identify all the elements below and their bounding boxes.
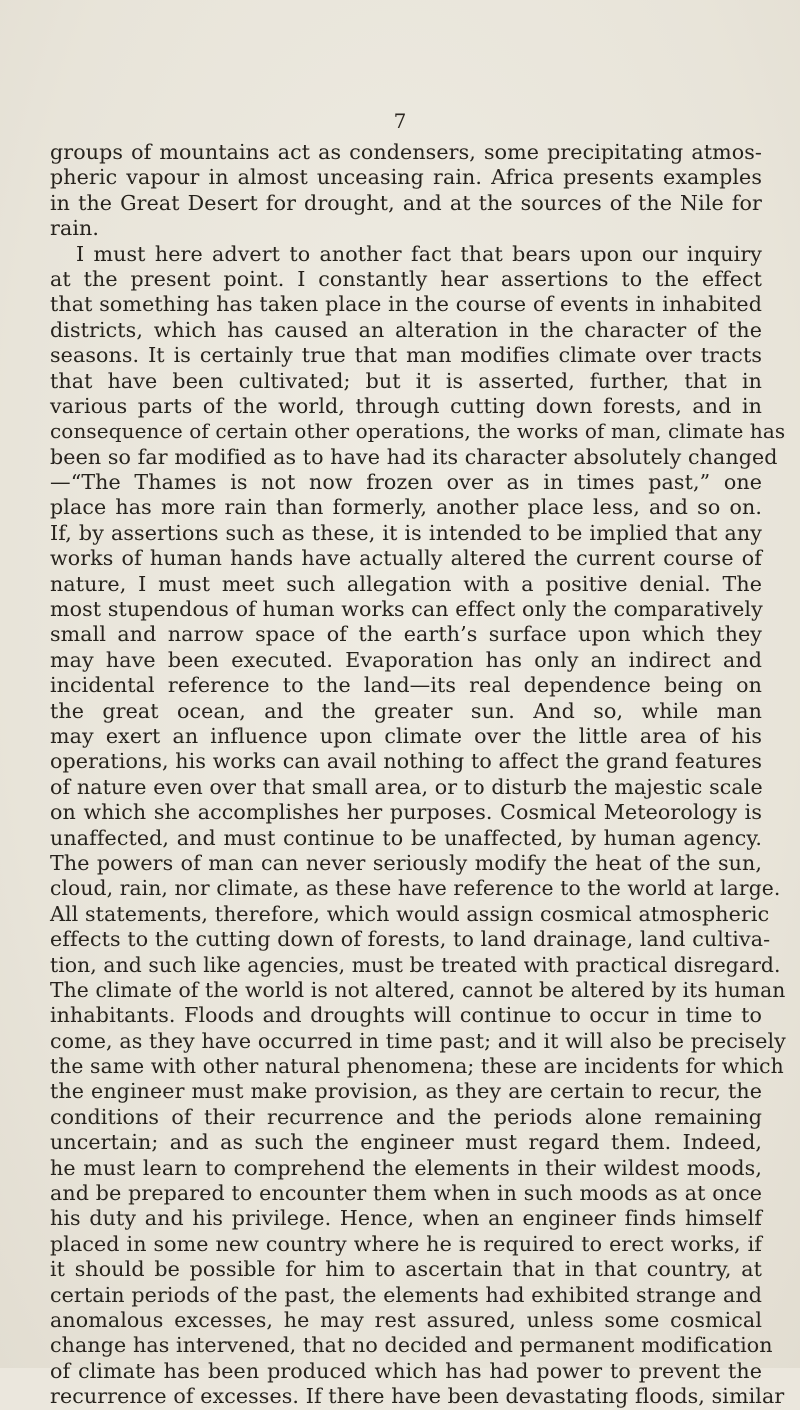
text-line: he must learn to comprehend the elements in their wildest moods, (50, 1155, 762, 1180)
text-line: the engineer must make provision, as they are certain to recur, the (50, 1079, 762, 1104)
text-line: unaffected, and must continue to be unaffected, by human agency. (50, 825, 762, 850)
text-line: of climate has been produced which has had power to prevent the (50, 1358, 762, 1383)
text-line: effects to the cutting down of forests, to land drainage, land cultiva- (50, 927, 771, 952)
text-line: rain. (50, 216, 100, 241)
text-line: incidental reference to the land—its real dependence being on (50, 673, 762, 698)
page-number: 7 (393, 109, 407, 133)
text-line: various parts of the world, through cutting down forests, and in (50, 393, 762, 418)
text-line: that something has taken place in the course of events in inhabited (50, 292, 762, 317)
text-line: the great ocean, and the greater sun. And so, while man (50, 698, 762, 723)
text-line: in the Great Desert for drought, and at the sources of the Nile for (50, 190, 762, 215)
text-line: his duty and his privilege. Hence, when an engineer finds himself (50, 1206, 762, 1231)
text-line: most stupendous of human works can effect only the comparatively (50, 597, 763, 622)
text-line: I must here advert to another fact that bears upon our inquiry (76, 241, 762, 266)
text-line: placed in some new country where he is required to erect works, if (50, 1231, 762, 1256)
text-line: nature, I must meet such allegation with a positive denial. The (50, 571, 762, 596)
text-line: —“The Thames is not now frozen over as in times past,” one (50, 470, 762, 495)
text-line: certain periods of the past, the elements had exhibited strange and (50, 1282, 762, 1307)
text-line: consequence of certain other operations, the works of man, climate has (50, 419, 786, 444)
text-line: pheric vapour in almost unceasing rain. Africa presents examples (50, 165, 762, 190)
text-line: may exert an influence upon climate over the little area of his (50, 723, 762, 748)
text-line: may have been executed. Evaporation has only an indirect and (50, 647, 762, 672)
text-line: operations, his works can avail nothing to affect the grand features (50, 749, 762, 774)
text-line: on which she accomplishes her purposes. Cosmical Meteorology is (50, 800, 762, 825)
text-line: been so far modified as to have had its character absolutely changed (50, 444, 778, 469)
text-line: groups of mountains act as condensers, some precipitating atmos- (50, 140, 762, 164)
text-line: inhabitants. Floods and droughts will continue to occur in time to (50, 1003, 762, 1028)
text-line: the same with other natural phenomena; these are incidents for which (50, 1054, 784, 1079)
text-line: cloud, rain, nor climate, as these have reference to the world at large. (50, 876, 781, 901)
text-line: and be prepared to encounter them when in such moods as at once (50, 1181, 762, 1206)
text-line: uncertain; and as such the engineer must regard them. Indeed, (50, 1130, 762, 1155)
text-line: recurrence of excesses. If there have been devastating floods, similar (50, 1384, 785, 1409)
text-line: works of human hands have actually altered the current course of (50, 546, 762, 571)
text-line: tion, and such like agencies, must be treated with practical disregard. (50, 952, 781, 977)
text-line: change has intervened, that no decided and permanent modification (50, 1333, 773, 1358)
text-line: The powers of man can never seriously modify the heat of the sun, (50, 850, 762, 875)
text-line: place has more rain than formerly, another place less, and so on. (50, 495, 762, 520)
text-line: conditions of their recurrence and the periods alone remaining (50, 1104, 762, 1129)
text-line: districts, which has caused an alteration in the character of the (50, 317, 762, 342)
text-line: of nature even over that small area, or to disturb the majestic scale (50, 774, 763, 799)
text-line: that have been cultivated; but it is asserted, further, that in (50, 368, 762, 393)
text-line: anomalous excesses, he may rest assured, unless some cosmical (50, 1307, 762, 1332)
body-text (50, 140, 786, 1410)
text-line: If, by assertions such as these, it is intended to be implied that any (50, 520, 762, 545)
text-line: The climate of the world is not altered, cannot be altered by its human (50, 977, 786, 1002)
text-line: it should be possible for him to ascertain that in that country, at (50, 1257, 762, 1282)
text-line: seasons. It is certainly true that man modifies climate over tracts (50, 343, 762, 368)
text-line: All statements, therefore, which would assign cosmical atmospheric (50, 901, 770, 926)
text-line: at the present point. I constantly hear assertions to the effect (50, 266, 762, 291)
text-line: small and narrow space of the earth’s surface upon which they (50, 622, 762, 647)
text-line: come, as they have occurred in time past; and it will also be precisely (50, 1028, 786, 1053)
